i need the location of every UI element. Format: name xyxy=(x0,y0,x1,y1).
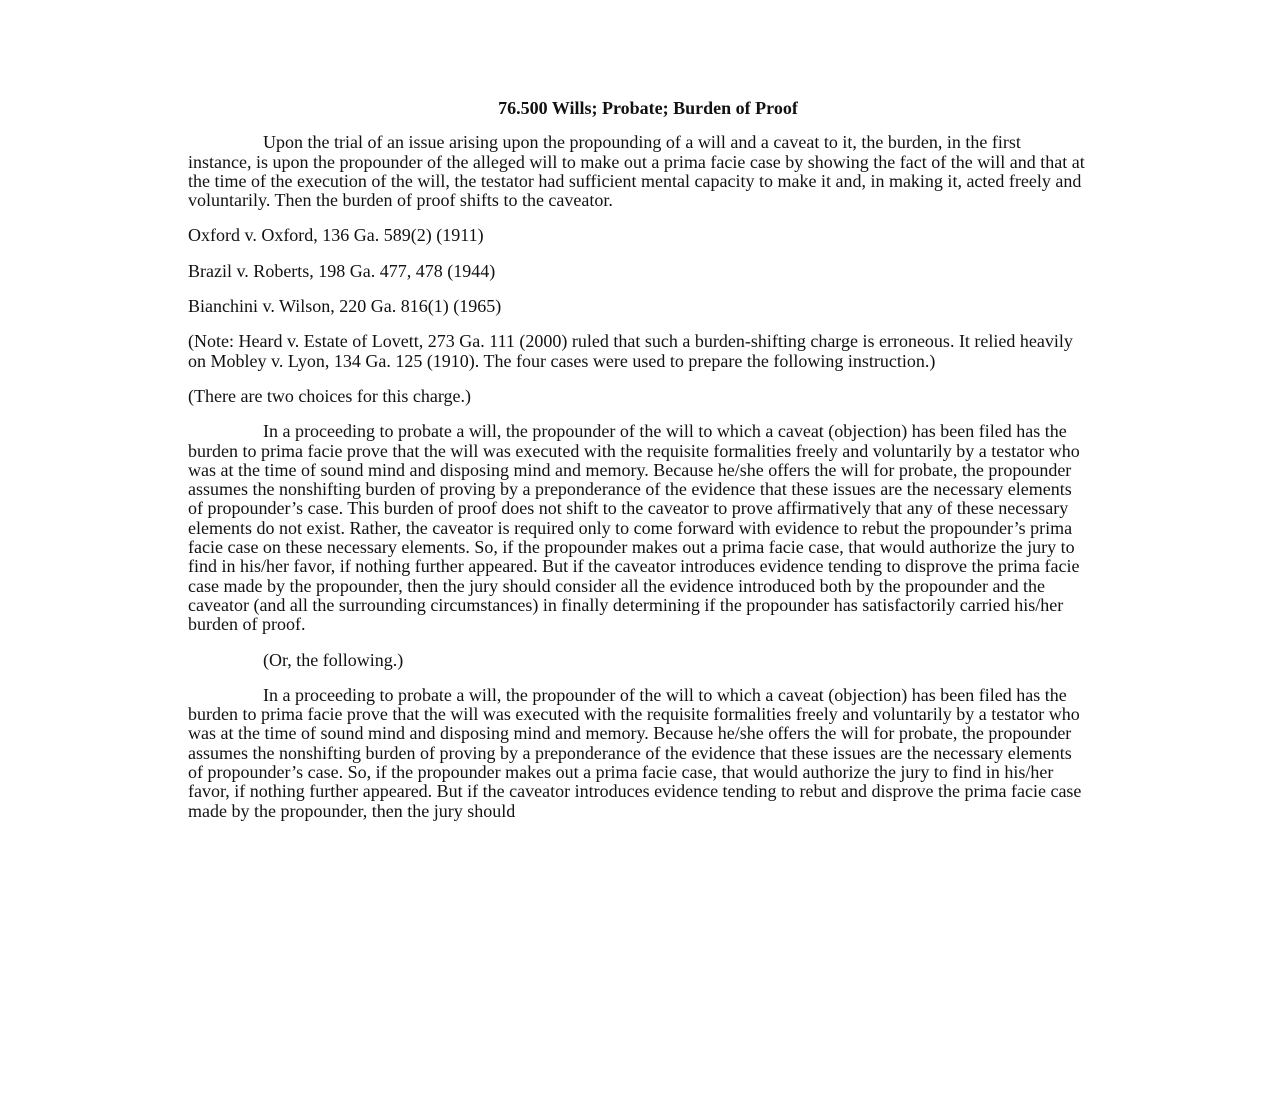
citation-bianchini: Bianchini v. Wilson, 220 Ga. 816(1) (1965) xyxy=(188,296,502,317)
choice-two-paragraph: In a proceeding to probate a will, the propounder of the will to which a caveat (objection) has been filed has the burden to prima facie prove that the will was executed with the requisite formalities freely and voluntarily by a testator who was at the time of sound mind and disposing mind and memory. Because he/she offers the will for probate, the propounder assumes the nonshifting burden of proving by a preponderance of the evidence that these issues are the necessary elements of propounder’s case. So, if the propounder makes out a prima facie case, that would authorize the jury to find in his/her favor, if nothing further appeared. But if the caveator introduces evidence tending to rebut and disprove the prima facie case made by the propounder, then the jury should xyxy=(188,684,1082,821)
choices-note: (There are two choices for this charge.) xyxy=(188,385,472,406)
document-page xyxy=(188,99,1088,837)
note-paragraph: (Note: Heard v. Estate of Lovett, 273 Ga. 111 (2000) ruled that such a burden-shifting charge is erroneous. It relied heavily on Mobley v. Lyon, 134 Ga. 125 (1910). The four cases were used to prepare the following instruction.) xyxy=(188,331,1073,371)
citation-oxford: Oxford v. Oxford, 136 Ga. 589(2) (1911) xyxy=(188,225,484,246)
page-title: 76.500 Wills; Probate; Burden of Proof xyxy=(498,98,798,118)
or-following: (Or, the following.) xyxy=(263,649,404,670)
choice-one-paragraph: In a proceeding to probate a will, the propounder of the will to which a caveat (objection) has been filed has the burden to prima facie prove that the will was executed with the requisite formalities freely and voluntarily by a testator who was at the time of sound mind and disposing mind and memory. Because he/she offers the will for probate, the propounder assumes the nonshifting burden of proving by a preponderance of the evidence that these issues are the necessary elements of propounder’s case. This burden of proof does not shift to the caveator to prove affirmatively that any of these necessary elements do not exist. Rather, the caveator is required only to come forward with evidence to rebut the propounder’s prima facie case on these necessary elements. So, if the propounder makes out a prima facie case, that would authorize the jury to find in his/her favor, if nothing further appeared. But if the caveator introduces evidence tending to disprove the prima facie case made by the propounder, then the jury should consider all the evidence introduced both by the propounder and the caveator (and all the surrounding circumstances) in finally determining if the propounder has satisfactorily carried his/her burden of proof. xyxy=(188,421,1080,635)
intro-paragraph: Upon the trial of an issue arising upon the propounding of a will and a caveat to it, the burden, in the first instance, is upon the propounder of the alleged will to make out a prima facie case by showing the fact of the will and that at the time of the execution of the will, the testator had sufficient mental capacity to make it and, in making it, acted freely and voluntarily. Then the burden of proof shifts to the caveator. xyxy=(188,132,1085,211)
citation-brazil: Brazil v. Roberts, 198 Ga. 477, 478 (1944) xyxy=(188,260,496,281)
